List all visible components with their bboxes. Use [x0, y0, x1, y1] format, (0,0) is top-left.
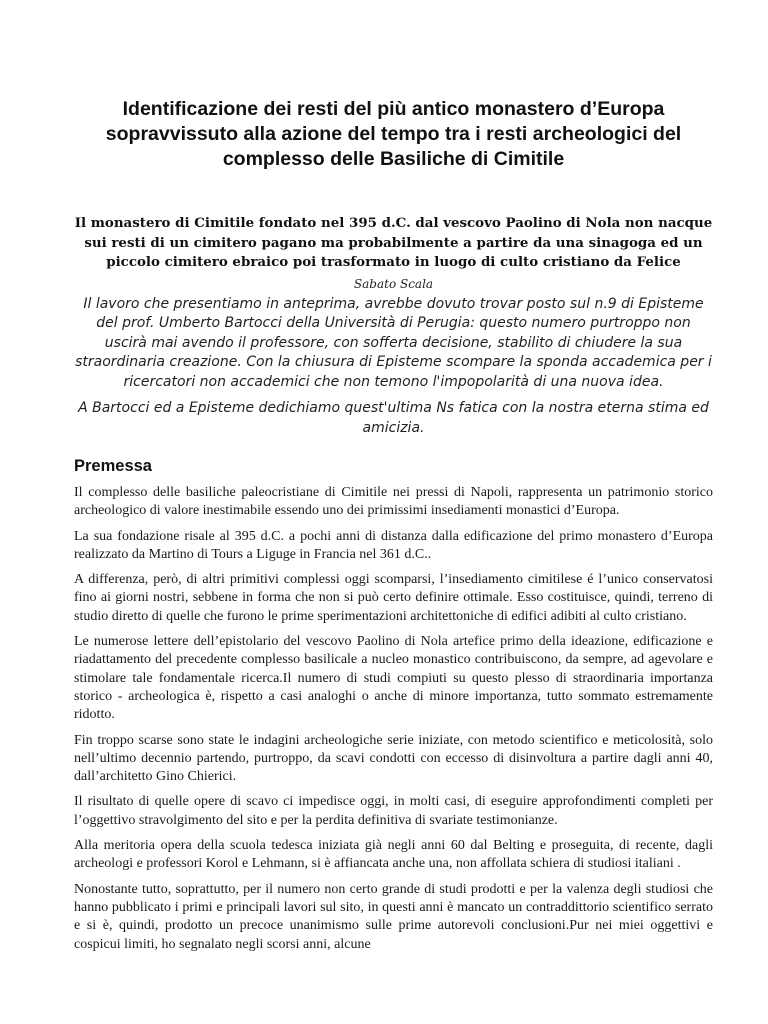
body-paragraph: Nonostante tutto, soprattutto, per il numero non certo grande di studi prodotti e per la valenza degli studiosi che hanno pubblicato i primi e principali lavori sul sito, in questi anni è mancato un contraddittorio scientifico serrato e si è, quindi, prodotto un precoce unanimismo sulle prime autorevoli conclusioni.Pur nei miei oggettivi e cospicui limiti, ho segnalato negli scorsi anni, alcune: [74, 881, 713, 952]
body-paragraph: La sua fondazione risale al 395 d.C. a pochi anni di distanza dalla edificazione del primo monastero d’Europa realizzato da Martino di Tours a Liguge in Francia nel 361 d.C..: [74, 528, 713, 562]
body-paragraph: A differenza, però, di altri primitivi complessi oggi scomparsi, l’insediamento cimitilese é l’unico conservatosi fino ai giorni nostri, sebbene in forma che non si può certo definire ottimale. Esso costituisce, quindi, terreno di studio diretto di quelle che furono le prime sperimentazioni architettoniche di edifici adibiti al culto cristiano.: [74, 572, 713, 624]
body-paragraph: Le numerose lettere dell’epistolario del vescovo Paolino di Nola artefice primo della ideazione, edificazione e riadattamento del precedente complesso basilicale a nucleo monastico contribuiscono, da sempre, ad agevolare e stimolare tale fondamentale ricerca.Il numero di studi compiuti su questo plesso di straordinaria importanza storico - archeologica è, rispetto a casi analoghi o anche di minore importanza, tutto sommato estremamente ridotto.: [74, 634, 713, 723]
dedication-paragraph: Il lavoro che presentiamo in anteprima, avrebbe dovuto trovar posto sul n.9 di Episteme del prof. Umberto Bartocci della Università di Perugia: questo numero purtroppo non uscirà mai avendo il professore, con sofferta decisione, stabilito di chiudere la sua straordinaria creazione. Con la chiusura di Episteme scompare la sponda accademica per i ricercatori non accademici che non temono l'impopolarità di una nuova idea.: [75, 295, 712, 390]
body-paragraph: Fin troppo scarse sono state le indagini archeologiche serie iniziate, con metodo scientifico e meticolosità, solo nell’ultimo decennio partendo, purtroppo, da scavi condotti con eccesso di disinvoltura a partire dagli anni 40, dall’architetto Gino Chierici.: [74, 732, 713, 785]
author-name: Sabato Scala: [353, 276, 434, 291]
body-paragraph: Il risultato di quelle opere di scavo ci impedisce oggi, in molti casi, di eseguire approfondimenti completi per l’oggettivo stravolgimento del sito e per la perdita definitiva di svariate testimonianze.: [74, 794, 713, 828]
dedication-paragraph: A Bartocci ed a Episteme dedichiamo quest'ultima Ns fatica con la nostra eterna stima ed amicizia.: [78, 400, 709, 436]
document-title: Identificazione dei resti del più antico monastero d’Europa sopravvissuto alla azione del tempo tra i resti archeologici del complesso delle Basiliche di Cimitile: [105, 98, 682, 170]
body-paragraph: Il complesso delle basiliche paleocristiane di Cimitile nei pressi di Napoli, rappresenta un patrimonio storico archeologico di valore inestimabile essendo uno dei primissimi insediamenti monastici d’Europa.: [74, 485, 713, 519]
document-subtitle: Il monastero di Cimitile fondato nel 395 d.C. dal vescovo Paolino di Nola non nacque sui resti di un cimitero pagano ma probabilmente a partire da una sinagoga ed un piccolo cimitero ebraico poi trasformato in luogo di culto cristiano da Felice: [74, 215, 713, 270]
body-paragraph: Alla meritoria opera della scuola tedesca iniziata già negli anni 60 dal Belting e proseguita, di recente, dagli archeologi e professori Korol e Lehmann, si è affiancata anche una, non affollata schiera di studiosi italiani .: [74, 838, 713, 872]
section-heading: Premessa: [74, 457, 152, 475]
